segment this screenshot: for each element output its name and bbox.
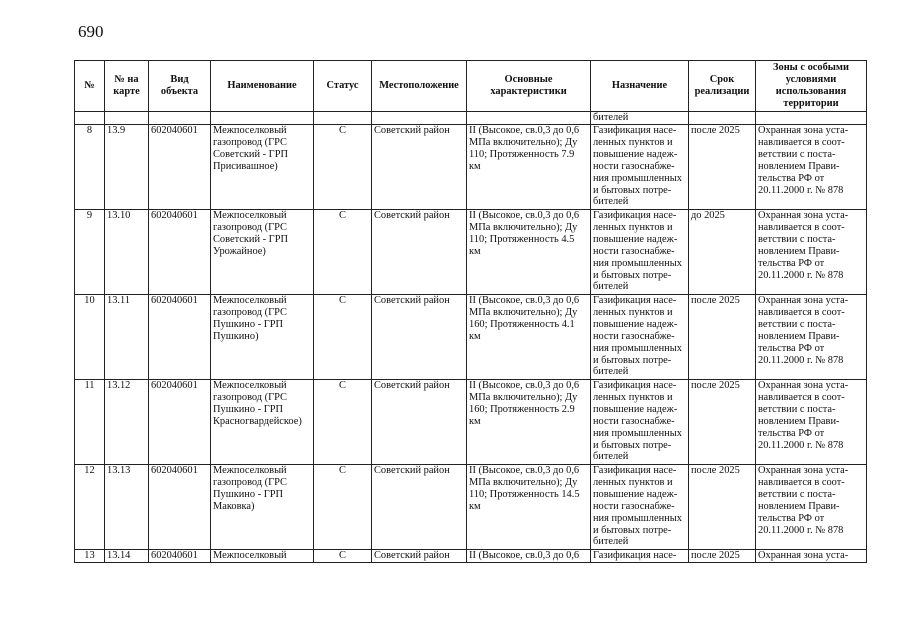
cell-characteristics: II (Высокое, св.0,3 до 0,6 МПа включительно); Ду 110; Протяженность 4.5 км xyxy=(467,210,591,295)
cell-location: Советский район xyxy=(372,550,467,563)
cell-status: С xyxy=(314,125,372,210)
cell-name: Межпоселковый xyxy=(211,550,314,563)
cell-map-num: 13.9 xyxy=(105,125,149,210)
cell-name: Межпоселковый газопровод (ГРС Советский - ГРП Урожайное) xyxy=(211,210,314,295)
cell-object-type: 602040601 xyxy=(149,550,211,563)
cell-location: Советский район xyxy=(372,125,467,210)
cell-status: С xyxy=(314,210,372,295)
cell-location: Советский район xyxy=(372,465,467,550)
cell-characteristics: II (Высокое, св.0,3 до 0,6 xyxy=(467,550,591,563)
cell-num: 9 xyxy=(75,210,105,295)
cell-num: 11 xyxy=(75,380,105,465)
header-col-characteristics: Основные характеристики xyxy=(467,61,591,112)
cell-term: до 2025 xyxy=(689,210,756,295)
cell-map-num: 13.11 xyxy=(105,295,149,380)
cell-purpose: Газификация насе- ленных пунктов и повышение надеж- ности газоснабже- ния промышленных и бытовых потре- бителей xyxy=(591,465,689,550)
cell-characteristics: II (Высокое, св.0,3 до 0,6 МПа включительно); Ду 160; Протяженность 4.1 км xyxy=(467,295,591,380)
cell-num: 8 xyxy=(75,125,105,210)
header-col-location: Местоположение xyxy=(372,61,467,112)
cell-map-num: 13.14 xyxy=(105,550,149,563)
header-col-num: № xyxy=(75,61,105,112)
cell-name: Межпоселковый газопровод (ГРС Советский - ГРП Присивашное) xyxy=(211,125,314,210)
cell-term: после 2025 xyxy=(689,125,756,210)
cell-characteristics: II (Высокое, св.0,3 до 0,6 МПа включительно); Ду 110; Протяженность 14.5 км xyxy=(467,465,591,550)
cell-object-type: 602040601 xyxy=(149,125,211,210)
header-col-purpose: Назначение xyxy=(591,61,689,112)
cell-num: 10 xyxy=(75,295,105,380)
cell-num: 13 xyxy=(75,550,105,563)
cell-term: после 2025 xyxy=(689,380,756,465)
header-col-map-num: № на карте xyxy=(105,61,149,112)
header-col-object-type: Вид объекта xyxy=(149,61,211,112)
cell-status: С xyxy=(314,295,372,380)
cell-map-num: 13.13 xyxy=(105,465,149,550)
table-body xyxy=(75,112,867,563)
cell-zones: Охранная зона уста- навливается в соот- ветствии с поста- новлением Прави- тельства РФ от 20.11.2000 г. № 878 xyxy=(756,210,867,295)
cell-num: 12 xyxy=(75,465,105,550)
table-row xyxy=(75,465,867,550)
cell-purpose: Газификация насе- ленных пунктов и повышение надеж- ности газоснабже- ния промышленных и бытовых потре- бителей xyxy=(591,295,689,380)
cell-purpose: Газификация насе- ленных пунктов и повышение надеж- ности газоснабже- ния промышленных и бытовых потре- бителей xyxy=(591,125,689,210)
cell-object-type: 602040601 xyxy=(149,210,211,295)
header-col-term: Срок реализации xyxy=(689,61,756,112)
cell-purpose: Газификация насе- ленных пунктов и повышение надеж- ности газоснабже- ния промышленных и бытовых потре- бителей xyxy=(591,210,689,295)
table-row xyxy=(75,295,867,380)
cell-zones: Охранная зона уста- навливается в соот- ветствии с поста- новлением Прави- тельства РФ от 20.11.2000 г. № 878 xyxy=(756,380,867,465)
cell-status: С xyxy=(314,465,372,550)
cell-status: С xyxy=(314,380,372,465)
cell-zones: Охранная зона уста- xyxy=(756,550,867,563)
header-col-zones: Зоны с особыми условиями использования территории xyxy=(756,61,867,112)
cell-location: Советский район xyxy=(372,380,467,465)
cell-term: после 2025 xyxy=(689,295,756,380)
cell-zones: Охранная зона уста- навливается в соот- ветствии с поста- новлением Прави- тельства РФ от 20.11.2000 г. № 878 xyxy=(756,465,867,550)
gas-pipeline-table xyxy=(74,60,867,563)
cell-name: Межпоселковый газопровод (ГРС Пушкино - ГРП Красногвардейское) xyxy=(211,380,314,465)
cell-purpose: Газификация насе- xyxy=(591,550,689,563)
cell-characteristics: II (Высокое, св.0,3 до 0,6 МПа включительно); Ду 110; Протяженность 7.9 км xyxy=(467,125,591,210)
cell-object-type: 602040601 xyxy=(149,295,211,380)
header-col-status: Статус xyxy=(314,61,372,112)
cell-object-type: 602040601 xyxy=(149,380,211,465)
cell-purpose: бителей xyxy=(591,112,689,125)
cell-status: С xyxy=(314,550,372,563)
cell-name: Межпоселковый газопровод (ГРС Пушкино - ГРП Пушкино) xyxy=(211,295,314,380)
header-row xyxy=(75,61,867,112)
cell-location: Советский район xyxy=(372,295,467,380)
cell-map-num: 13.10 xyxy=(105,210,149,295)
page-number: 690 xyxy=(78,22,104,41)
table-row xyxy=(75,125,867,210)
cell-map-num: 13.12 xyxy=(105,380,149,465)
table-header xyxy=(75,61,867,112)
header-col-name: Наименование xyxy=(211,61,314,112)
cell-term: после 2025 xyxy=(689,465,756,550)
cell-name: Межпоселковый газопровод (ГРС Пушкино - ГРП Маковка) xyxy=(211,465,314,550)
table-row xyxy=(75,550,867,563)
cell-zones: Охранная зона уста- навливается в соот- ветствии с поста- новлением Прави- тельства РФ от 20.11.2000 г. № 878 xyxy=(756,295,867,380)
cell-zones: Охранная зона уста- навливается в соот- ветствии с поста- новлением Прави- тельства РФ от 20.11.2000 г. № 878 xyxy=(756,125,867,210)
cell-object-type: 602040601 xyxy=(149,465,211,550)
table-row xyxy=(75,210,867,295)
table-row xyxy=(75,380,867,465)
cell-purpose: Газификация насе- ленных пунктов и повышение надеж- ности газоснабже- ния промышленных и бытовых потре- бителей xyxy=(591,380,689,465)
cell-characteristics: II (Высокое, св.0,3 до 0,6 МПа включительно); Ду 160; Протяженность 2.9 км xyxy=(467,380,591,465)
cell-term: после 2025 xyxy=(689,550,756,563)
continuation-row xyxy=(75,112,867,125)
cell-location: Советский район xyxy=(372,210,467,295)
